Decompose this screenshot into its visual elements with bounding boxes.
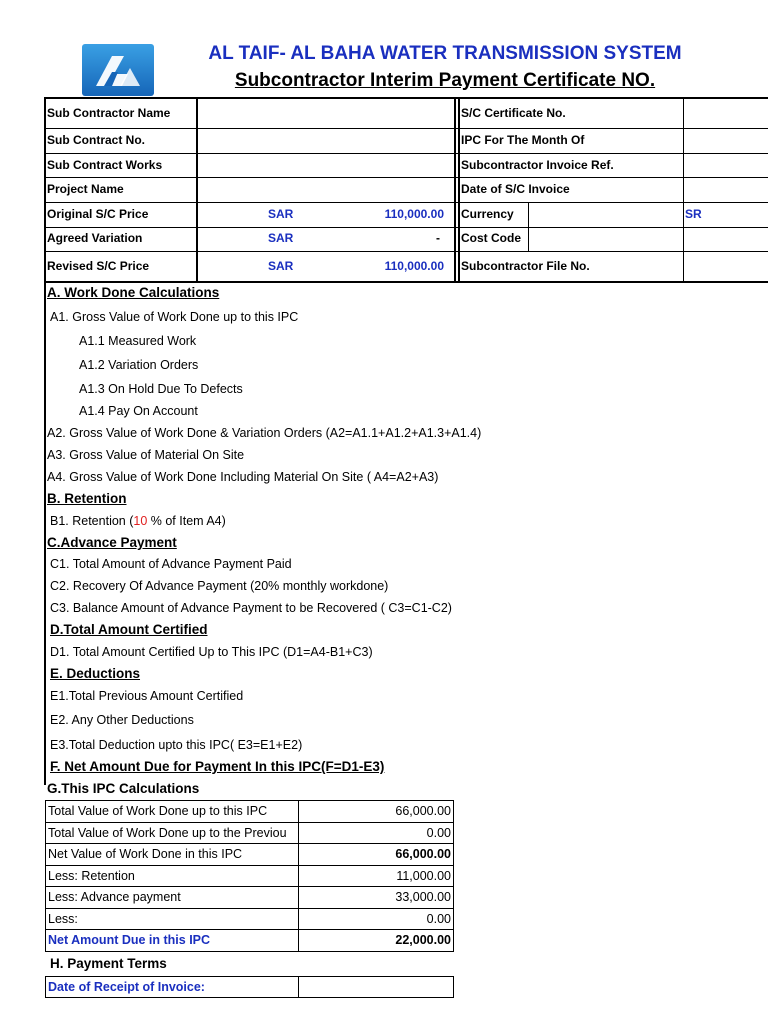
table-row — [46, 844, 454, 866]
section-f-title: F. Net Amount Due for Payment In this IPC(F=D1-E3) — [50, 759, 385, 774]
table-row — [46, 977, 454, 998]
ipc-row-label: Total Value of Work Done up to this IPC — [46, 801, 299, 823]
section-g-title: G.This IPC Calculations — [47, 781, 200, 796]
item-a1-3: A1.3 On Hold Due To Defects — [79, 382, 243, 396]
item-e1: E1.Total Previous Amount Certified — [50, 689, 244, 703]
receipt-date-value — [299, 977, 454, 998]
item-c1: C1. Total Amount of Advance Payment Paid — [50, 557, 292, 571]
label-currency: Currency — [461, 207, 514, 221]
item-a1-4: A1.4 Pay On Account — [79, 404, 198, 418]
agreed-variation-currency: SAR — [268, 231, 294, 245]
body-left-border — [44, 283, 46, 785]
original-price-amount: 110,000.00 — [384, 207, 444, 221]
table-row — [46, 865, 454, 887]
subcontract-details-grid — [44, 97, 768, 283]
item-d1: D1. Total Amount Certified Up to This IPC (D1=A4-B1+C3) — [50, 645, 373, 659]
item-c2: C2. Recovery Of Advance Payment (20% monthly workdone) — [50, 579, 389, 593]
item-b1 — [50, 514, 226, 528]
item-b1-suffix: % of Item A4) — [147, 514, 226, 528]
section-e-title: E. Deductions — [50, 666, 141, 681]
net-amount-value: 22,000.00 — [299, 930, 454, 952]
ipc-row-value: 0.00 — [299, 822, 454, 844]
company-logo-icon — [82, 44, 154, 96]
label-cost-code: Cost Code — [461, 231, 521, 245]
table-row — [46, 887, 454, 909]
item-e3: E3.Total Deduction upto this IPC( E3=E1+E2) — [50, 738, 303, 752]
label-original-price: Original S/C Price — [47, 207, 149, 221]
ipc-calculations-table — [45, 800, 454, 952]
ipc-row-label: Total Value of Work Done up to the Previou — [46, 822, 299, 844]
ipc-row-label: Less: Advance payment — [46, 887, 299, 909]
retention-percent: 10 — [133, 514, 148, 528]
label-agreed-variation: Agreed Variation — [47, 231, 143, 245]
label-file-no: Subcontractor File No. — [461, 259, 590, 273]
label-revised-price: Revised S/C Price — [47, 259, 150, 273]
section-c-title: C.Advance Payment — [47, 535, 177, 550]
ipc-row-value: 11,000.00 — [299, 865, 454, 887]
revised-price-currency: SAR — [268, 259, 294, 273]
table-row — [46, 801, 454, 823]
payment-terms-table — [45, 976, 454, 998]
original-price-currency: SAR — [268, 207, 294, 221]
agreed-variation-amount: - — [436, 231, 440, 245]
ipc-row-value: 66,000.00 — [299, 801, 454, 823]
table-row — [46, 822, 454, 844]
label-project-name: Project Name — [47, 182, 124, 196]
table-row — [46, 930, 454, 952]
label-certificate-no: S/C Certificate No. — [461, 106, 566, 120]
item-a3: A3. Gross Value of Material On Site — [47, 448, 245, 462]
receipt-date-label: Date of Receipt of Invoice: — [46, 977, 299, 998]
currency-value: SR — [685, 207, 702, 221]
ipc-row-value: 33,000.00 — [299, 887, 454, 909]
section-d-title: D.Total Amount Certified — [50, 622, 208, 637]
ipc-row-value: 66,000.00 — [299, 844, 454, 866]
item-a1-1: A1.1 Measured Work — [79, 334, 197, 348]
section-h-title: H. Payment Terms — [50, 956, 167, 971]
ipc-row-label: Less: — [46, 908, 299, 930]
document-title: AL TAIF- AL BAHA WATER TRANSMISSION SYSTEM — [208, 43, 682, 64]
item-b1-prefix: B1. Retention ( — [50, 514, 134, 528]
label-sub-contractor-name: Sub Contractor Name — [47, 106, 171, 120]
item-c3: C3. Balance Amount of Advance Payment to be Recovered ( C3=C1-C2) — [50, 601, 452, 615]
table-row — [46, 908, 454, 930]
net-amount-label: Net Amount Due in this IPC — [46, 930, 299, 952]
label-ipc-month: IPC For The Month Of — [461, 133, 585, 147]
revised-price-amount: 110,000.00 — [384, 259, 444, 273]
item-a4: A4. Gross Value of Work Done Including Material On Site ( A4=A2+A3) — [47, 470, 439, 484]
label-sub-contract-no: Sub Contract No. — [47, 133, 145, 147]
label-invoice-ref: Subcontractor Invoice Ref. — [461, 158, 614, 172]
section-a-title: A. Work Done Calculations — [47, 285, 220, 300]
ipc-row-value: 0.00 — [299, 908, 454, 930]
item-e2: E2. Any Other Deductions — [50, 713, 194, 727]
item-a2: A2. Gross Value of Work Done & Variation Orders (A2=A1.1+A1.2+A1.3+A1.4) — [47, 426, 482, 440]
ipc-row-label: Net Value of Work Done in this IPC — [46, 844, 299, 866]
ipc-row-label: Less: Retention — [46, 865, 299, 887]
label-invoice-date: Date of S/C Invoice — [461, 182, 570, 196]
label-sub-contract-works: Sub Contract Works — [47, 158, 163, 172]
item-a1: A1. Gross Value of Work Done up to this IPC — [50, 310, 299, 324]
section-b-title: B. Retention — [47, 491, 127, 506]
item-a1-2: A1.2 Variation Orders — [79, 358, 199, 372]
document-subtitle: Subcontractor Interim Payment Certificate NO. — [234, 70, 656, 91]
